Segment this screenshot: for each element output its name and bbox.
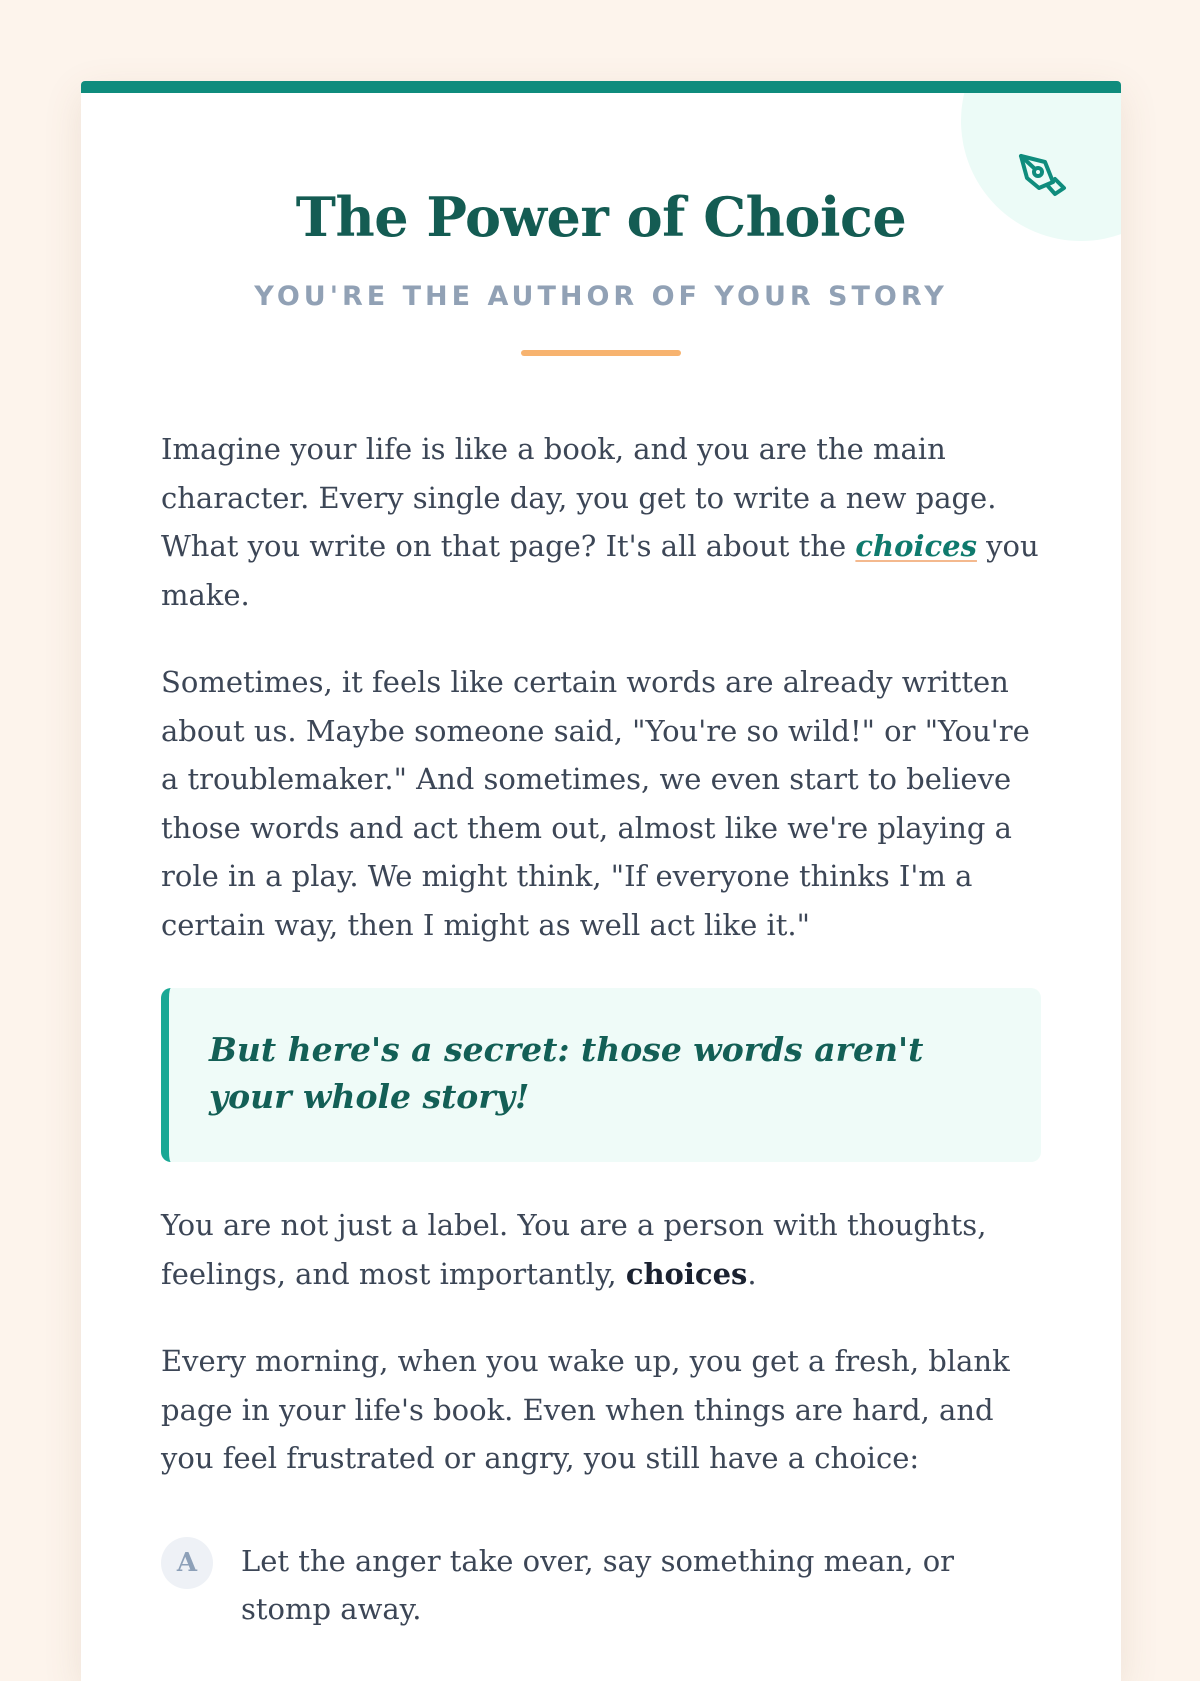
article-card	[81, 81, 1121, 1681]
page-title: The Power of Choice	[295, 185, 907, 249]
choice-letter-badge: A	[161, 1537, 213, 1589]
bold-choices: choices	[625, 1256, 748, 1291]
choice-item-a	[161, 1537, 1041, 1634]
paragraph-labels: Sometimes, it feels like certain words are already written about us. Maybe someone said, "You're so wild!" or "You're a troublemaker." And sometimes, we even start to believe those words and act them out, almost like we're playing a role in a play. We might think, "If everyone thinks I'm a certain way, then I might as well act like it."	[161, 665, 1030, 942]
paragraph-fresh-page: Every morning, when you wake up, you get a fresh, blank page in your life's book. Even when things are hard, and you feel frustrated or angry, you still have a choice:	[161, 1344, 1010, 1475]
paragraph-intro: Imagine your life is like a book, and you are the main character. Every single day, you get to write a new page. What you write on that page? It's all about the choices you make.	[161, 432, 1039, 612]
page-subtitle: YOU'RE THE AUTHOR OF YOUR STORY	[254, 281, 948, 312]
choices-link[interactable]: choices	[855, 529, 977, 563]
title-divider	[521, 350, 681, 356]
article-body	[161, 425, 1041, 1634]
callout-quote: But here's a secret: those words aren't your whole story!	[161, 988, 1041, 1162]
choice-list	[161, 1537, 1041, 1634]
choice-text: Let the anger take over, say something mean, or stomp away.	[241, 1543, 955, 1626]
paragraph-not-a-label: You are not just a label. You are a person with thoughts, feelings, and most importantly, choices.	[161, 1208, 987, 1291]
